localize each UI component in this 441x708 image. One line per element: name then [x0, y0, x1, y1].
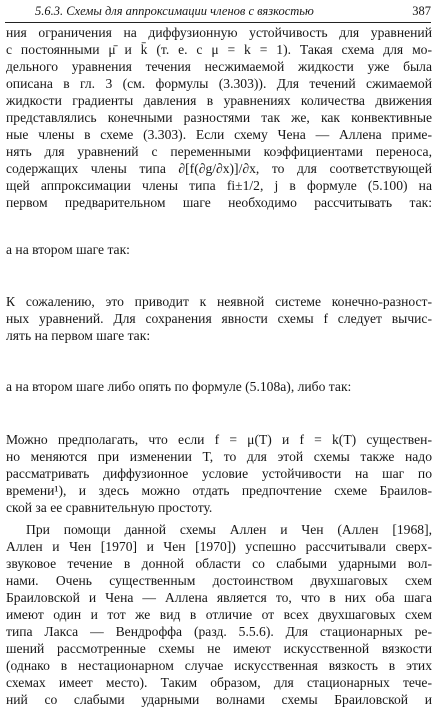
text-line: звуковое течение в донной области со слабыми ударными вол-	[6, 556, 432, 571]
text-line: жидкости градиенты давления в уравнениях количества движения	[6, 93, 432, 108]
page-number: 387	[412, 4, 431, 18]
text-line: При помощи данной схемы Аллен и Чен (Аллен [1968],	[26, 522, 432, 537]
text-line: дельного уравнения течения несжимаемой жидкости уже была	[6, 59, 432, 74]
text-line: ных уравнений. Для сохранения явности схемы f следует вычис-	[6, 311, 432, 326]
text-line: ные члены в схеме (3.303). Если схему Чена — Аллена приме-	[6, 127, 432, 142]
text-line: Аллен и Чен [1970] и Чен [1970]) успешно рассчитывали сверх-	[6, 539, 432, 554]
text-line: представлялись конечными разностями так же, как конвективные	[6, 110, 432, 125]
text-line: лять на первом шаге так:	[6, 328, 151, 343]
text-line: а на втором шаге либо опять по формуле (5.108а), либо так:	[6, 379, 352, 394]
text-line: а на втором шаге так:	[6, 242, 130, 257]
text-line: ской за ее сравнительную простоту.	[6, 500, 213, 515]
text-line: имеют один и тот же вид в отличие от всех двухшаговых схем	[6, 607, 432, 622]
text-line: шений рассмотренные схемы не имеют искусственной вязкости	[6, 641, 432, 656]
text-line: содержащих члены типа ∂[f(∂g/∂x)]/∂x, то для соответствующей	[6, 161, 432, 176]
text-line: Можно предполагать, что если f = μ(T) и f = k(T) существен-	[6, 432, 432, 447]
section-title: 5.6.3. Схемы для аппроксимации членов с вязкостью	[35, 4, 314, 18]
text-line: описана в гл. 3 (см. формулы (3.303)). Для течений сжимаемой	[6, 76, 432, 91]
text-line: но меняются при изменении T, то для этой схемы также надо	[6, 449, 432, 464]
text-line: щей аппроксимации члены типа fi±1/2, j в формуле (5.100) на	[6, 178, 432, 193]
text-line: (однако в нестационарном случае искусственная вязкость в этих	[6, 658, 432, 673]
running-head	[5, 3, 431, 23]
text-line: ния ограничения на диффузионную устойчивость для уравнений	[6, 25, 432, 40]
text-line: первом предварительном шаге необходимо рассчитывать так:	[6, 195, 432, 210]
text-line: нами. Очень существенным достоинством двухшаговых схем	[6, 573, 432, 588]
text-line: ний со слабыми ударными волнами схемы Браиловской и	[6, 692, 432, 707]
text-line: К сожалению, это приводит к неявной системе конечно-разност-	[6, 294, 432, 309]
text-line: нять для уравнений с переменными коэффициентами переноса,	[6, 144, 432, 159]
text-line: времени¹), и здесь можно отдать предпочтение схеме Браилов-	[6, 483, 432, 498]
text-line: Браиловской и Чена — Аллена является то, что в них оба шага	[6, 590, 432, 605]
text-line: рассматривать диффузионное условие устойчивости на шаг по	[6, 466, 432, 481]
text-line: типа Лакса — Вендроффа (разд. 5.5.6). Для стационарных ре-	[6, 624, 432, 639]
text-line: с постоянными μ̄ и k̄ (т. е. с μ = k = 1). Такая схема для мо-	[6, 42, 432, 57]
text-line: схемах имеет место). Таким образом, для стационарных тече-	[6, 675, 432, 690]
